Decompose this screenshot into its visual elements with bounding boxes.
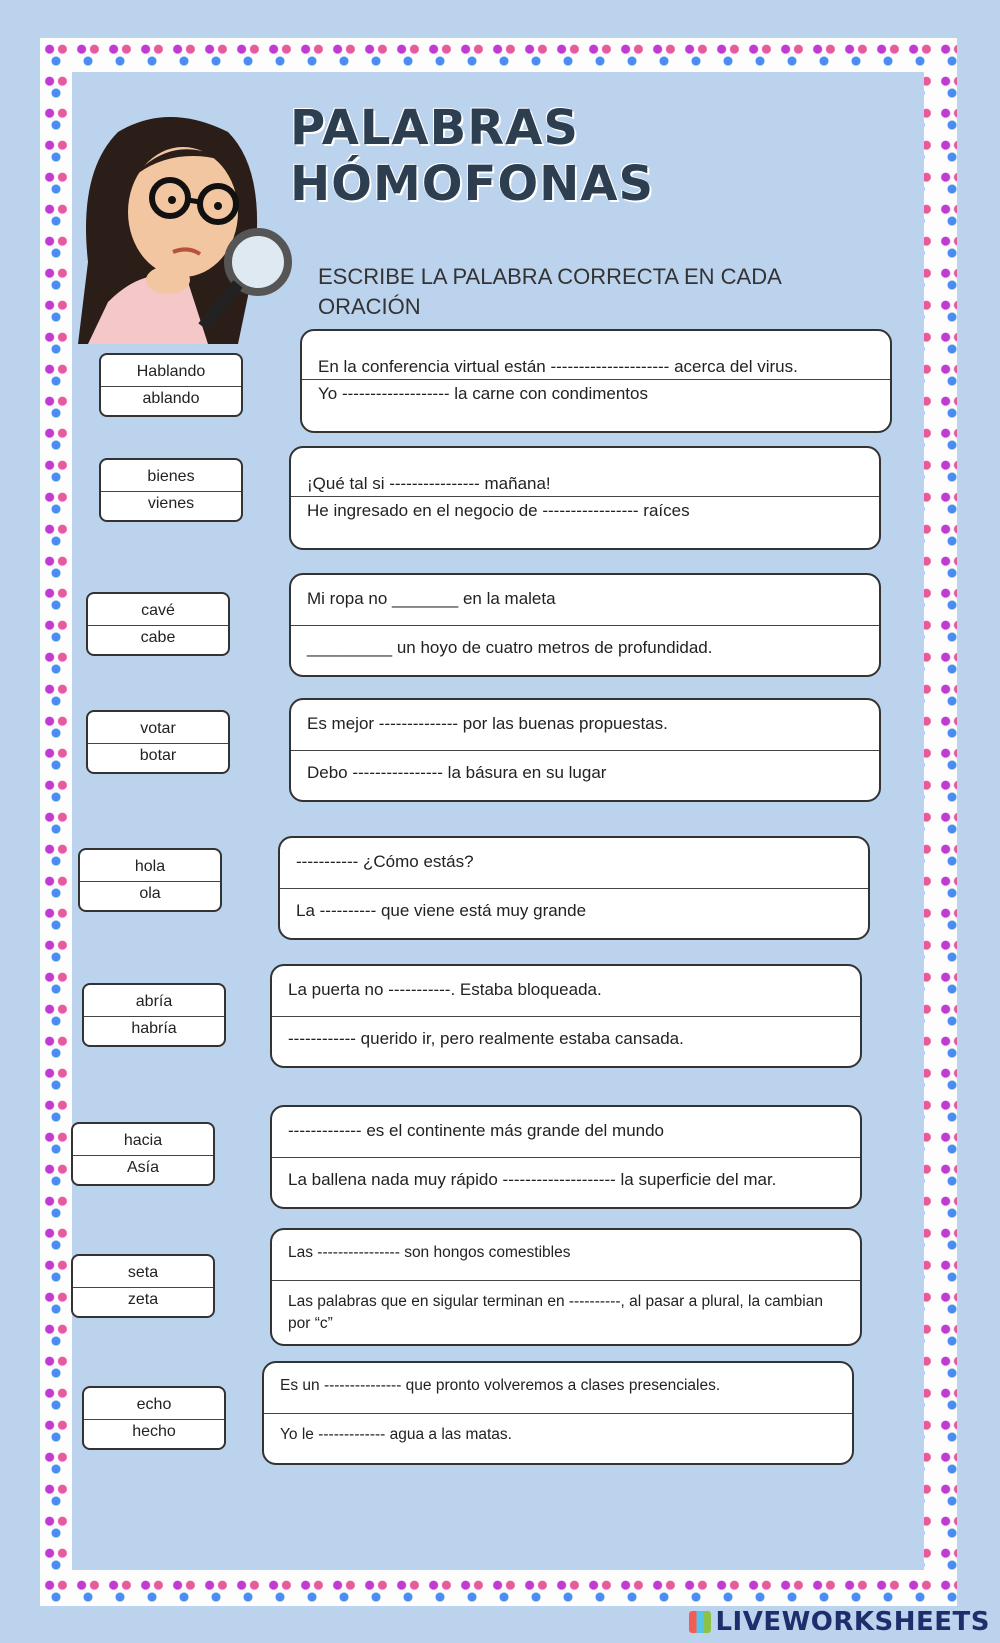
avatar-with-magnifier-icon xyxy=(78,112,298,344)
sentence[interactable]: Mi ropa no _______ en la maleta xyxy=(307,589,556,608)
option-box xyxy=(82,983,226,1047)
option-word: cabe xyxy=(88,625,228,655)
sentence[interactable]: _________ un hoyo de cuatro metros de profundidad. xyxy=(291,625,879,675)
option-box xyxy=(78,848,222,912)
sentence[interactable]: He ingresado en el negocio de ----------------- raíces xyxy=(291,496,879,546)
option-box xyxy=(99,458,243,522)
option-word: zeta xyxy=(73,1287,213,1317)
option-box xyxy=(86,710,230,774)
option-word: cavé xyxy=(141,602,175,619)
sentence[interactable]: Las ---------------- son hongos comestibles xyxy=(288,1244,571,1261)
sentence[interactable]: Yo le ------------- agua a las matas. xyxy=(264,1413,852,1463)
sentence-box xyxy=(300,329,892,433)
liveworksheets-logo xyxy=(689,1607,990,1637)
sentence-box xyxy=(270,1228,862,1346)
sentence-box xyxy=(278,836,870,940)
sentence[interactable]: La puerta no -----------. Estaba bloqueada. xyxy=(288,980,602,999)
option-word: echo xyxy=(136,1396,172,1413)
sentence-box xyxy=(289,446,881,550)
option-word: hacia xyxy=(123,1132,163,1149)
option-box xyxy=(86,592,230,656)
option-word: votar xyxy=(140,720,176,737)
option-word: Asía xyxy=(73,1155,213,1185)
option-box xyxy=(99,353,243,417)
option-word: habría xyxy=(84,1016,224,1046)
sentence[interactable]: ----------- ¿Cómo estás? xyxy=(296,852,474,871)
sentence-box xyxy=(289,698,881,802)
option-word: abría xyxy=(135,993,173,1010)
option-word: vienes xyxy=(101,491,241,521)
option-word: hola xyxy=(134,858,166,875)
sentence[interactable]: Es un --------------- que pronto volveremos a clases presenciales. xyxy=(280,1377,721,1394)
option-word: hecho xyxy=(84,1419,224,1449)
sentence-box xyxy=(270,964,862,1068)
sentence[interactable]: ------------ querido ir, pero realmente estaba cansada. xyxy=(272,1016,860,1066)
option-word: Hablando xyxy=(136,363,206,380)
instruction-text: ESCRIBE LA PALABRA CORRECTA EN CADA ORACIÓN xyxy=(318,264,781,319)
sentence[interactable]: ------------- es el continente más grande del mundo xyxy=(288,1121,665,1140)
sentence[interactable]: Debo ---------------- la básura en su lugar xyxy=(291,750,879,800)
option-word: botar xyxy=(88,743,228,773)
sentence-box xyxy=(270,1105,862,1209)
option-box xyxy=(82,1386,226,1450)
page-title: PALABRAS HÓMOFONAS xyxy=(290,100,655,212)
sentence[interactable]: Las palabras que en sigular terminan en ----------, al pasar a plural, la cambian por “c” xyxy=(272,1280,860,1346)
sentence-box xyxy=(262,1361,854,1465)
sentence[interactable]: Es mejor -------------- por las buenas propuestas. xyxy=(307,714,668,733)
option-word: seta xyxy=(127,1264,159,1281)
sentence[interactable]: En la conferencia virtual están --------------------- acerca del virus. xyxy=(318,357,798,376)
option-word: bienes xyxy=(147,468,195,485)
liveworksheets-icon xyxy=(689,1611,711,1633)
footer-brand: LIVEWORKSHEETS xyxy=(715,1607,990,1637)
sentence-box xyxy=(289,573,881,677)
option-word: ola xyxy=(80,881,220,911)
sentence[interactable]: Yo ------------------- la carne con condimentos xyxy=(302,379,890,429)
option-box xyxy=(71,1122,215,1186)
sentence[interactable]: La ---------- que viene está muy grande xyxy=(280,888,868,938)
option-box xyxy=(71,1254,215,1318)
sentence[interactable]: La ballena nada muy rápido -------------------- la superficie del mar. xyxy=(272,1157,860,1207)
sentence[interactable]: ¡Qué tal si ---------------- mañana! xyxy=(307,474,551,493)
option-word: ablando xyxy=(101,386,241,416)
